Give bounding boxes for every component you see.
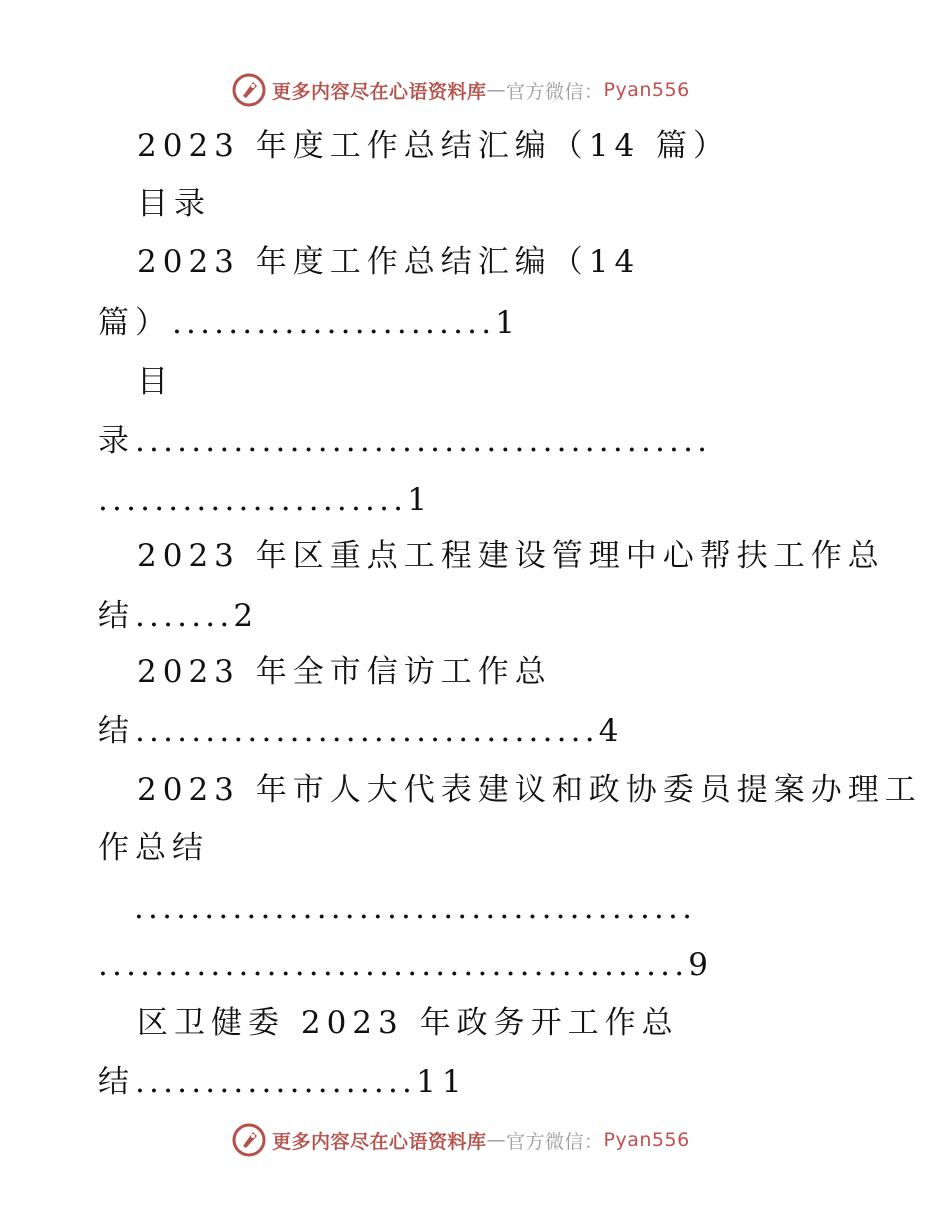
toc-entry-title: 目	[137, 364, 174, 400]
page-number: 11	[416, 1064, 468, 1100]
toc-entry-title-cont: 结	[98, 598, 135, 634]
page-number: 9	[688, 947, 715, 983]
toc-entry-title-cont: 篇）	[98, 305, 172, 341]
banner-main-text: 更多内容尽在心语资料库	[272, 80, 487, 103]
banner-wechat-id: Pyan556	[603, 79, 690, 101]
toc-entry-title: 2023 年区重点工程建设管理中心帮扶工作总	[137, 538, 885, 574]
banner-dash: —	[486, 1129, 507, 1151]
dot-leader: ........................................	[134, 890, 697, 926]
toc-entry-leader	[98, 945, 714, 985]
toc-entry-title: 2023 年度工作总结汇编（14	[137, 244, 641, 280]
page-number: 2	[233, 598, 260, 634]
dot-leader: ......................	[98, 482, 408, 518]
toc-entry-leader	[98, 711, 625, 751]
toc-entry-title-cont: 录	[98, 423, 135, 459]
toc-entry-title-cont: 作总结	[98, 830, 209, 866]
toc-entry-title: 2023 年全市信访工作总	[137, 654, 552, 690]
page-number: 1	[495, 305, 521, 341]
banner-dash: —	[486, 79, 507, 101]
header-banner	[232, 70, 690, 110]
dot-leader: .......................	[172, 305, 496, 341]
banner-sub-text: 官方微信：	[506, 80, 604, 103]
toc-entry-leader	[98, 596, 259, 636]
toc-entry-title-cont: 结	[98, 1064, 135, 1100]
pen-nib-logo-icon	[232, 1123, 266, 1157]
dot-leader: ....................	[135, 1064, 417, 1100]
toc-entry-title: 区卫健委 2023 年政务开工作总	[137, 1005, 679, 1041]
footer-banner	[232, 1120, 690, 1160]
toc-entry-title: 2023 年市人大代表建议和政协委员提案办理工	[137, 772, 922, 808]
toc-entry-leader	[98, 1062, 468, 1102]
dot-leader: .................................	[135, 713, 599, 749]
dot-leader: .......	[135, 598, 234, 634]
pen-nib-logo-icon	[232, 73, 266, 107]
toc-entry-leader	[98, 303, 521, 343]
toc-heading: 目录	[137, 186, 211, 222]
banner-main-text: 更多内容尽在心语资料库	[272, 1130, 487, 1153]
page-number: 4	[598, 713, 625, 749]
document-title: 2023 年度工作总结汇编（14 篇）	[137, 128, 731, 164]
dot-leader: .........................................	[135, 423, 712, 459]
banner-wechat-id: Pyan556	[603, 1129, 690, 1151]
page-number: 1	[407, 482, 433, 518]
banner-sub-text: 官方微信：	[506, 1130, 604, 1153]
dot-leader: ..........................................	[98, 947, 689, 983]
toc-entry-title-cont: 结	[98, 713, 135, 749]
toc-entry-leader	[98, 421, 711, 461]
toc-entry-leader	[134, 888, 696, 928]
toc-entry-leader	[98, 480, 433, 520]
